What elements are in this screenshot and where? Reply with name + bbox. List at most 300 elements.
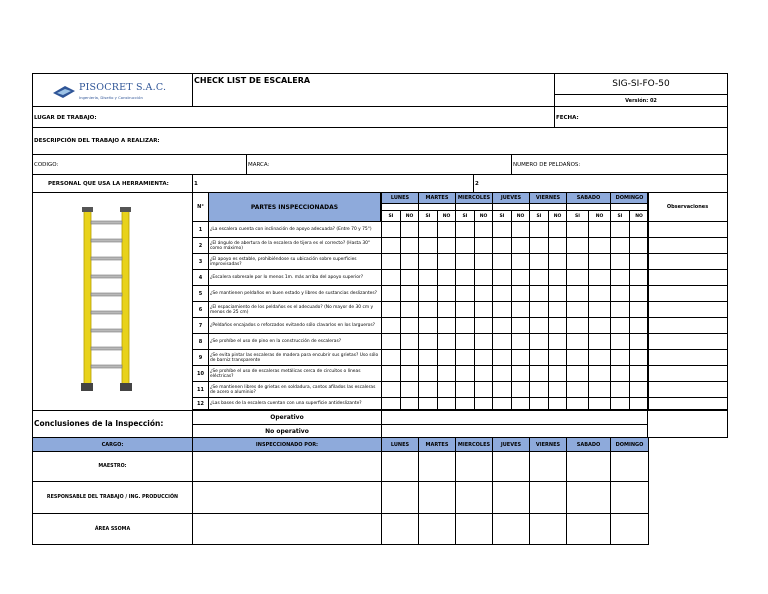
item-question: ¿Peldaños encajados o reforzados evitando sólo clavarlos en los largueros? (208, 317, 382, 334)
observation-cell[interactable] (647, 285, 728, 302)
item-question: ¿Se prohíbe el uso de pino en la construcción de escaleras? (208, 333, 382, 350)
si-checkbox[interactable] (610, 317, 630, 334)
no-checkbox[interactable] (629, 301, 649, 318)
no-checkbox[interactable] (629, 397, 649, 410)
observation-cell[interactable] (647, 301, 728, 318)
si-checkbox[interactable] (381, 349, 401, 366)
si-checkbox[interactable] (492, 397, 512, 410)
no-checkbox[interactable] (588, 333, 611, 350)
day-signature[interactable] (418, 451, 456, 482)
si-checkbox[interactable] (610, 301, 630, 318)
observation-cell[interactable] (647, 381, 728, 398)
item-number: 6 (192, 301, 209, 318)
day-signature[interactable] (529, 481, 567, 514)
personal-1-number: 1 (194, 181, 198, 187)
no-checkbox[interactable] (548, 397, 567, 410)
si-checkbox[interactable] (492, 365, 512, 382)
si-checkbox[interactable] (529, 269, 549, 286)
codigo-label: CODIGO: (34, 162, 59, 168)
day-signature[interactable] (566, 481, 611, 514)
si-checkbox[interactable] (418, 301, 438, 318)
si-checkbox[interactable] (492, 285, 512, 302)
si-checkbox[interactable] (381, 397, 401, 410)
si-checkbox[interactable] (566, 285, 589, 302)
day-header-5: SABADO (566, 192, 611, 204)
si-checkbox[interactable] (455, 365, 475, 382)
lugar-row[interactable] (32, 106, 555, 128)
no-checkbox[interactable] (474, 269, 493, 286)
no-checkbox[interactable] (548, 317, 567, 334)
si-checkbox[interactable] (418, 269, 438, 286)
descripcion-row[interactable] (32, 127, 728, 155)
no-checkbox[interactable] (588, 269, 611, 286)
no-checkbox[interactable] (400, 301, 419, 318)
no-checkbox[interactable] (511, 253, 530, 270)
item-number: 10 (192, 365, 209, 382)
no-header: NO (629, 210, 649, 222)
item-number: 4 (192, 269, 209, 286)
company-name: PISOCRET S.A.C. (79, 82, 167, 93)
si-checkbox[interactable] (529, 285, 549, 302)
item-question: ¿El espaciamiento de los peldaños es el adecuado? (No mayor de 30 cm y menos de 25 cm) (208, 301, 382, 318)
no-checkbox[interactable] (474, 237, 493, 254)
si-checkbox[interactable] (418, 237, 438, 254)
si-checkbox[interactable] (529, 237, 549, 254)
no-checkbox[interactable] (400, 349, 419, 366)
no-header: NO (548, 210, 567, 222)
personal-1-cell[interactable] (192, 174, 474, 193)
si-checkbox[interactable] (418, 221, 438, 238)
marca-label: MARCA: (248, 162, 270, 168)
no-checkbox[interactable] (511, 349, 530, 366)
operativo-check[interactable] (381, 410, 648, 425)
si-header: SI (418, 210, 438, 222)
no-checkbox[interactable] (548, 285, 567, 302)
si-checkbox[interactable] (492, 333, 512, 350)
si-checkbox[interactable] (455, 285, 475, 302)
observation-cell[interactable] (647, 221, 728, 238)
fecha-cell[interactable] (554, 106, 728, 128)
sign-day-header-3: JUEVES (492, 437, 530, 452)
si-checkbox[interactable] (455, 253, 475, 270)
observation-cell[interactable] (647, 397, 728, 410)
observation-cell[interactable] (647, 269, 728, 286)
sign-day-header-6: DOMINGO (610, 437, 649, 452)
si-checkbox[interactable] (492, 381, 512, 398)
no-checkbox[interactable] (437, 237, 456, 254)
no-checkbox[interactable] (588, 317, 611, 334)
si-checkbox[interactable] (418, 365, 438, 382)
si-checkbox[interactable] (381, 381, 401, 398)
no-checkbox[interactable] (548, 381, 567, 398)
no-checkbox[interactable] (511, 317, 530, 334)
day-signature[interactable] (529, 513, 567, 545)
role-label: MAESTRO: (32, 451, 193, 482)
item-question: ¿Se mantienen peldaños en buen estado y libres de sustancias deslizantes? (208, 285, 382, 302)
si-checkbox[interactable] (610, 221, 630, 238)
day-signature[interactable] (610, 513, 649, 545)
si-header: SI (492, 210, 512, 222)
no-checkbox[interactable] (437, 253, 456, 270)
observation-cell[interactable] (647, 253, 728, 270)
no-header: NO (511, 210, 530, 222)
pisocret-logo-icon (51, 83, 77, 99)
si-checkbox[interactable] (610, 253, 630, 270)
cargo-header: CARGO: (32, 437, 193, 452)
si-checkbox[interactable] (418, 253, 438, 270)
no-header: NO (474, 210, 493, 222)
peldanos-label: NUMERO DE PELDAÑOS: (513, 162, 581, 168)
si-checkbox[interactable] (492, 237, 512, 254)
si-checkbox[interactable] (455, 237, 475, 254)
si-header: SI (610, 210, 630, 222)
no-checkbox[interactable] (588, 285, 611, 302)
no-checkbox[interactable] (474, 253, 493, 270)
no-checkbox[interactable] (588, 349, 611, 366)
item-number: 1 (192, 221, 209, 238)
sign-day-header-5: SABADO (566, 437, 611, 452)
observation-cell[interactable] (647, 410, 728, 438)
no-checkbox[interactable] (629, 253, 649, 270)
no-checkbox[interactable] (629, 237, 649, 254)
document-version: Versión: 02 (625, 98, 657, 104)
day-signature[interactable] (381, 513, 419, 545)
no-checkbox[interactable] (548, 253, 567, 270)
si-checkbox[interactable] (381, 285, 401, 302)
marca-cell[interactable] (246, 154, 512, 175)
si-checkbox[interactable] (566, 381, 589, 398)
si-checkbox[interactable] (566, 221, 589, 238)
company-tagline: Ingeniería, Diseño y Construcción (79, 95, 143, 100)
personal-2-number: 2 (475, 181, 479, 187)
no-checkbox[interactable] (400, 237, 419, 254)
role-label: ÁREA SSOMA (32, 513, 193, 545)
si-checkbox[interactable] (566, 317, 589, 334)
si-header: SI (566, 210, 589, 222)
si-checkbox[interactable] (492, 269, 512, 286)
observation-cell[interactable] (647, 365, 728, 382)
no-checkbox[interactable] (511, 237, 530, 254)
day-header-1: MARTES (418, 192, 456, 204)
no-checkbox[interactable] (629, 381, 649, 398)
document-code: SIG-SI-FO-50 (612, 79, 670, 89)
item-number: 9 (192, 349, 209, 366)
no-checkbox[interactable] (400, 365, 419, 382)
no-checkbox[interactable] (400, 269, 419, 286)
si-header: SI (381, 210, 401, 222)
no-checkbox[interactable] (548, 221, 567, 238)
day-header-2: MIERCOLES (455, 192, 493, 204)
no-checkbox[interactable] (511, 269, 530, 286)
no-checkbox[interactable] (474, 397, 493, 410)
no-checkbox[interactable] (474, 365, 493, 382)
no-checkbox[interactable] (548, 269, 567, 286)
no-header: NO (437, 210, 456, 222)
ladder-image (78, 207, 138, 397)
si-checkbox[interactable] (381, 317, 401, 334)
item-number: 2 (192, 237, 209, 254)
si-checkbox[interactable] (492, 253, 512, 270)
day-header-0: LUNES (381, 192, 419, 204)
si-checkbox[interactable] (381, 301, 401, 318)
si-checkbox[interactable] (529, 253, 549, 270)
observation-cell[interactable] (647, 333, 728, 350)
no-header: NO (588, 210, 611, 222)
sign-day-header-4: VIERNES (529, 437, 567, 452)
no-checkbox[interactable] (548, 237, 567, 254)
si-checkbox[interactable] (492, 317, 512, 334)
si-checkbox[interactable] (492, 349, 512, 366)
si-checkbox[interactable] (418, 285, 438, 302)
conclusions-cell (32, 410, 193, 438)
no-checkbox[interactable] (437, 285, 456, 302)
role-label: RESPONSABLE DEL TRABAJO / ING. PRODUCCIÓN (32, 481, 193, 514)
no-operativo-check[interactable] (381, 424, 648, 438)
item-question: ¿El ángulo de abertura de la escalera de tijera es el correcto? (Hasta 30° como máximo) (208, 237, 382, 254)
no-checkbox[interactable] (548, 333, 567, 350)
no-checkbox[interactable] (400, 285, 419, 302)
item-number: 7 (192, 317, 209, 334)
no-checkbox[interactable] (511, 221, 530, 238)
no-checkbox[interactable] (588, 397, 611, 410)
no-checkbox[interactable] (629, 365, 649, 382)
document-title: CHECK LIST DE ESCALERA (194, 76, 311, 85)
si-checkbox[interactable] (529, 349, 549, 366)
item-question: ¿Las bases de la escalera cuentan con una superficie antideslizante? (208, 397, 382, 410)
day-header-6: DOMINGO (610, 192, 649, 204)
observation-cell[interactable] (647, 349, 728, 366)
parts-header: PARTES INSPECCIONADAS (208, 192, 381, 222)
no-checkbox[interactable] (474, 333, 493, 350)
no-checkbox[interactable] (400, 397, 419, 410)
sign-day-header-1: MARTES (418, 437, 456, 452)
si-checkbox[interactable] (566, 269, 589, 286)
si-checkbox[interactable] (455, 317, 475, 334)
si-checkbox[interactable] (566, 397, 589, 410)
no-checkbox[interactable] (437, 317, 456, 334)
si-checkbox[interactable] (566, 365, 589, 382)
si-header: SI (529, 210, 549, 222)
si-checkbox[interactable] (610, 381, 630, 398)
day-signature[interactable] (610, 451, 649, 482)
peldanos-cell[interactable] (511, 154, 728, 175)
item-number: 3 (192, 253, 209, 270)
no-checkbox[interactable] (437, 269, 456, 286)
no-checkbox[interactable] (474, 349, 493, 366)
si-checkbox[interactable] (381, 221, 401, 238)
si-checkbox[interactable] (610, 397, 630, 410)
code-cell (554, 73, 728, 95)
si-checkbox[interactable] (566, 349, 589, 366)
si-checkbox[interactable] (418, 333, 438, 350)
lugar-label: LUGAR DE TRABAJO: (34, 115, 97, 121)
no-checkbox[interactable] (474, 285, 493, 302)
no-checkbox[interactable] (437, 301, 456, 318)
no-checkbox[interactable] (511, 365, 530, 382)
si-checkbox[interactable] (566, 301, 589, 318)
no-checkbox[interactable] (629, 269, 649, 286)
si-checkbox[interactable] (529, 333, 549, 350)
si-checkbox[interactable] (381, 253, 401, 270)
item-question: ¿El apoyo es estable, prohibiéndose su ubicación sobre superficies improvisadas? (208, 253, 382, 270)
day-signature[interactable] (566, 451, 611, 482)
operativo-label: Operativo (192, 410, 382, 425)
personal-label-cell (32, 174, 193, 193)
si-checkbox[interactable] (455, 397, 475, 410)
si-checkbox[interactable] (381, 237, 401, 254)
sign-day-header-0: LUNES (381, 437, 419, 452)
no-checkbox[interactable] (474, 221, 493, 238)
no-operativo-label: No operativo (192, 424, 382, 438)
si-checkbox[interactable] (381, 365, 401, 382)
fecha-label: FECHA: (556, 115, 579, 121)
item-question: ¿Escalera sobresale por lo menos 1m. más arriba del apoyo superior? (208, 269, 382, 286)
sign-day-header-2: MIERCOLES (455, 437, 493, 452)
item-question: ¿Se evita pintar las escaleras de madera para encubrir sus grietas? Uso sólo de barniz transparente (208, 349, 382, 366)
day-signature[interactable] (455, 481, 493, 514)
si-checkbox[interactable] (418, 397, 438, 410)
inspeccionado-header: INSPECCIONADO POR: (192, 437, 382, 452)
no-checkbox[interactable] (588, 301, 611, 318)
no-checkbox[interactable] (548, 301, 567, 318)
item-question: ¿Se prohíbe el uso de escaleras metálicas cerca de circuitos o líneas eléctricas? (208, 365, 382, 382)
observation-cell[interactable] (647, 317, 728, 334)
no-checkbox[interactable] (511, 397, 530, 410)
ladder-image-cell (32, 192, 193, 411)
no-checkbox[interactable] (629, 349, 649, 366)
si-checkbox[interactable] (610, 237, 630, 254)
si-checkbox[interactable] (529, 397, 549, 410)
no-checkbox[interactable] (629, 221, 649, 238)
descripcion-label: DESCRIPCIÓN DEL TRABAJO A REALIZAR: (34, 138, 160, 144)
si-checkbox[interactable] (418, 349, 438, 366)
si-header: SI (455, 210, 475, 222)
day-header-3: JUEVES (492, 192, 530, 204)
no-checkbox[interactable] (588, 253, 611, 270)
si-checkbox[interactable] (455, 333, 475, 350)
no-checkbox[interactable] (400, 333, 419, 350)
no-checkbox[interactable] (548, 365, 567, 382)
si-checkbox[interactable] (610, 269, 630, 286)
no-checkbox[interactable] (437, 221, 456, 238)
si-checkbox[interactable] (610, 285, 630, 302)
si-checkbox[interactable] (492, 301, 512, 318)
no-checkbox[interactable] (474, 381, 493, 398)
si-checkbox[interactable] (610, 333, 630, 350)
observation-cell[interactable] (647, 237, 728, 254)
si-checkbox[interactable] (418, 381, 438, 398)
no-checkbox[interactable] (437, 333, 456, 350)
day-signature[interactable] (381, 451, 419, 482)
si-checkbox[interactable] (529, 381, 549, 398)
day-signature[interactable] (455, 451, 493, 482)
no-checkbox[interactable] (629, 285, 649, 302)
day-signature[interactable] (492, 513, 530, 545)
no-checkbox[interactable] (511, 301, 530, 318)
item-number: 12 (192, 397, 209, 410)
no-checkbox[interactable] (588, 221, 611, 238)
day-signature[interactable] (455, 513, 493, 545)
n-header: N° (192, 192, 209, 222)
no-checkbox[interactable] (588, 237, 611, 254)
si-checkbox[interactable] (455, 381, 475, 398)
day-signature[interactable] (529, 451, 567, 482)
no-checkbox[interactable] (588, 365, 611, 382)
no-header: NO (400, 210, 419, 222)
si-checkbox[interactable] (610, 365, 630, 382)
no-checkbox[interactable] (511, 381, 530, 398)
no-checkbox[interactable] (400, 253, 419, 270)
si-checkbox[interactable] (455, 221, 475, 238)
day-signature[interactable] (610, 481, 649, 514)
no-checkbox[interactable] (437, 381, 456, 398)
si-checkbox[interactable] (529, 317, 549, 334)
day-signature[interactable] (418, 481, 456, 514)
si-checkbox[interactable] (566, 253, 589, 270)
no-checkbox[interactable] (548, 349, 567, 366)
si-checkbox[interactable] (492, 221, 512, 238)
no-checkbox[interactable] (511, 333, 530, 350)
personal-2-cell[interactable] (473, 174, 728, 193)
personal-label: PERSONAL QUE USA LA HERRAMIENTA: (48, 181, 169, 187)
item-number: 11 (192, 381, 209, 398)
no-checkbox[interactable] (400, 381, 419, 398)
no-checkbox[interactable] (511, 285, 530, 302)
si-checkbox[interactable] (610, 349, 630, 366)
day-signature[interactable] (381, 481, 419, 514)
inspector-signature[interactable] (192, 481, 382, 514)
no-checkbox[interactable] (588, 381, 611, 398)
si-checkbox[interactable] (529, 365, 549, 382)
day-signature[interactable] (492, 451, 530, 482)
no-checkbox[interactable] (437, 349, 456, 366)
si-checkbox[interactable] (566, 333, 589, 350)
item-number: 5 (192, 285, 209, 302)
si-checkbox[interactable] (455, 301, 475, 318)
si-checkbox[interactable] (455, 269, 475, 286)
inspector-signature[interactable] (192, 451, 382, 482)
item-question: ¿La escalera cuenta con inclinación de apoyo adecuada? (Entre 70 y 75°) (208, 221, 382, 238)
no-checkbox[interactable] (629, 317, 649, 334)
day-signature[interactable] (566, 513, 611, 545)
no-checkbox[interactable] (400, 317, 419, 334)
no-checkbox[interactable] (400, 221, 419, 238)
conclusions-label: Conclusiones de la Inspección: (34, 419, 164, 428)
observations-header: Observaciones (647, 192, 728, 222)
item-number: 8 (192, 333, 209, 350)
no-checkbox[interactable] (629, 333, 649, 350)
si-checkbox[interactable] (529, 221, 549, 238)
inspector-signature[interactable] (192, 513, 382, 545)
day-signature[interactable] (492, 481, 530, 514)
codigo-cell[interactable] (32, 154, 247, 175)
si-checkbox[interactable] (381, 269, 401, 286)
day-header-4: VIERNES (529, 192, 567, 204)
si-checkbox[interactable] (529, 301, 549, 318)
item-question: ¿Se mantienen libres de grietas en soldadura, cantos afilados las escaleras de acero o aluminio? (208, 381, 382, 398)
title-cell (192, 73, 555, 107)
day-signature[interactable] (418, 513, 456, 545)
no-checkbox[interactable] (474, 317, 493, 334)
no-checkbox[interactable] (437, 397, 456, 410)
si-checkbox[interactable] (381, 333, 401, 350)
no-checkbox[interactable] (437, 365, 456, 382)
si-checkbox[interactable] (455, 349, 475, 366)
no-checkbox[interactable] (474, 301, 493, 318)
si-checkbox[interactable] (566, 237, 589, 254)
logo-cell (32, 73, 193, 107)
si-checkbox[interactable] (418, 317, 438, 334)
